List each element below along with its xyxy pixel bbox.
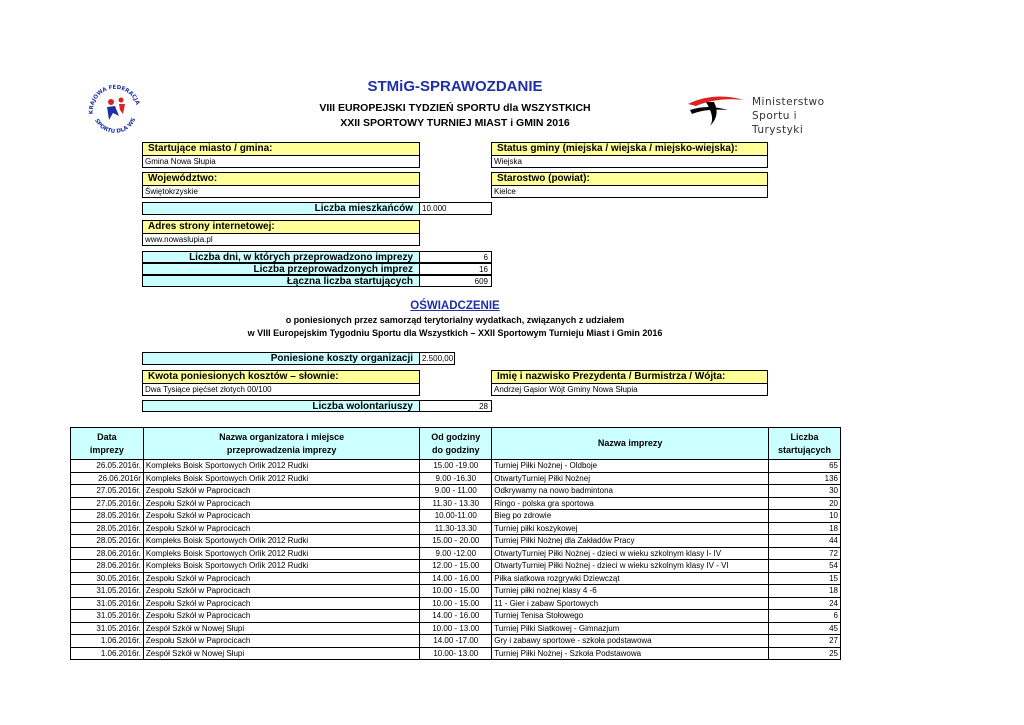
cell-event[interactable]: Odkrywamy na nowo badmintona	[492, 485, 769, 498]
cell-hours[interactable]: 15.00 -19.00	[420, 460, 492, 473]
cell-count[interactable]: 18	[769, 585, 841, 598]
cell-organizer[interactable]: Zespołu Szkół w Paprocicach	[143, 610, 419, 623]
table-row	[71, 610, 841, 623]
svg-text:SPORTU DLA WSZYSTKICH: SPORTU DLA WS	[93, 117, 138, 135]
table-row	[71, 647, 841, 660]
cell-date[interactable]: 28.05.2016r.	[71, 535, 144, 548]
subtitle-week: VIII EUROPEJSKI TYDZIEŃ SPORTU dla WSZYSTKICH	[319, 102, 591, 114]
costs-field[interactable]: 2.500,00	[419, 352, 455, 365]
col-organizer-header: Nazwa organizatora i miejsce przeprowadzenia imprezy	[143, 428, 419, 460]
events-field[interactable]: 16	[419, 263, 492, 275]
report-title: STMiG-SPRAWOZDANIE	[367, 78, 543, 95]
status-label: Status gminy (miejska / wiejska / miejsko-wiejska):	[491, 142, 768, 156]
table-row	[71, 560, 841, 573]
volunteers-field[interactable]: 28	[419, 400, 492, 412]
ministry-name-line2: Sportu i Turystyki	[752, 110, 804, 136]
cell-date[interactable]: 31.05.2016r.	[71, 597, 144, 610]
cell-date[interactable]: 28.06.2016r.	[71, 560, 144, 573]
population-label: Liczba mieszkańców	[142, 202, 420, 215]
cell-date[interactable]: 28.05.2016r.	[71, 522, 144, 535]
cell-event[interactable]: Turniej piłki nożnej klasy 4 -6	[492, 585, 769, 598]
svg-text:KRAJOWA FEDERACJA: KRAJOWA FEDERACJA	[88, 84, 141, 115]
cell-count[interactable]: 136	[769, 472, 841, 485]
cell-hours[interactable]: 9.00 -16.30	[420, 472, 492, 485]
cell-event[interactable]: Ringo - polska gra sportowa	[492, 497, 769, 510]
cell-count[interactable]: 44	[769, 535, 841, 548]
events-label: Liczba przeprowadzonych imprez	[142, 263, 420, 275]
cell-hours[interactable]: 15.00 - 20.00	[420, 535, 492, 548]
col-date-header: Data imprezy	[71, 428, 144, 460]
ministry-logo	[684, 92, 844, 136]
table-row	[71, 510, 841, 523]
cell-hours[interactable]: 14.00 - 16.00	[420, 610, 492, 623]
cell-hours[interactable]: 12.00 - 15.00	[420, 560, 492, 573]
participants-label: Łączna liczba startujących	[142, 275, 420, 287]
cell-count[interactable]: 45	[769, 622, 841, 635]
cell-hours[interactable]: 10.00-11.00	[420, 510, 492, 523]
cell-count[interactable]: 65	[769, 460, 841, 473]
days-label: Liczba dni, w których przeprowadzono imprezy	[142, 251, 420, 263]
cell-count[interactable]: 20	[769, 497, 841, 510]
cell-hours[interactable]: 9.00 - 11.00	[420, 485, 492, 498]
cell-organizer[interactable]: Zespołu Szkół w Paprocicach	[143, 485, 419, 498]
days-field[interactable]: 6	[419, 251, 492, 263]
cell-organizer[interactable]: Kompleks Boisk Sportowych Orlik 2012 Rudki	[143, 460, 419, 473]
participants-field[interactable]: 609	[419, 275, 492, 287]
cell-organizer[interactable]: Zespół Szkół w Nowej Słupi	[143, 622, 419, 635]
cell-count[interactable]: 15	[769, 572, 841, 585]
cell-hours[interactable]: 11.30 - 13.30	[420, 497, 492, 510]
table-row	[71, 572, 841, 585]
table-row	[71, 635, 841, 648]
cell-count[interactable]: 6	[769, 610, 841, 623]
subtitle-tournament: XXII SPORTOWY TURNIEJ MIAST i GMIN 2016	[340, 117, 570, 129]
cell-event[interactable]: Turniej Piłki Nożnej - Szkoła Podstawowa	[492, 647, 769, 660]
cell-event[interactable]: Turniej Tenisa Stołowego	[492, 610, 769, 623]
cell-hours[interactable]: 9.00 -12.00	[420, 547, 492, 560]
table-header-row	[71, 428, 841, 460]
cell-date[interactable]: 1.06.2016r.	[71, 647, 144, 660]
voivodeship-label: Województwo:	[142, 172, 420, 186]
cell-organizer[interactable]: Zespołu Szkół w Paprocicach	[143, 510, 419, 523]
costs-words-field[interactable]: Dwa Tysiące pięćset złotych 00/100	[142, 384, 420, 396]
cell-date[interactable]: 31.05.2016r.	[71, 622, 144, 635]
table-row	[71, 485, 841, 498]
cell-organizer[interactable]: Kompleks Boisk Sportowych Orlik 2012 Rudki	[143, 472, 419, 485]
volunteers-label: Liczba wolontariuszy	[142, 400, 420, 412]
voivodeship-field[interactable]: Świętokrzyskie	[142, 186, 420, 198]
cell-event[interactable]: 11 - Gier i zabaw Sportowych	[492, 597, 769, 610]
cell-date[interactable]: 28.06.2016r.	[71, 547, 144, 560]
table-row	[71, 522, 841, 535]
cell-count[interactable]: 27	[769, 635, 841, 648]
cell-organizer[interactable]: Zespołu Szkół w Paprocicach	[143, 497, 419, 510]
county-label: Starostwo (powiat):	[491, 172, 768, 186]
ministry-emblem-icon	[684, 92, 748, 128]
cell-organizer[interactable]: Zespołu Szkół w Paprocicach	[143, 572, 419, 585]
cell-date[interactable]: 26.05.2016r.	[71, 460, 144, 473]
cell-date[interactable]: 1.06.2016r.	[71, 635, 144, 648]
col-hours-header: Od godziny do godziny	[420, 428, 492, 460]
cell-organizer[interactable]: Kompleks Boisk Sportowych Orlik 2012 Rudki	[143, 547, 419, 560]
cell-organizer[interactable]: Zespołu Szkół w Paprocicach	[143, 597, 419, 610]
cell-organizer[interactable]: Zespół Szkół w Nowej Słupi	[143, 647, 419, 660]
ministry-name-line1: Ministerstwo	[752, 96, 825, 108]
cell-event[interactable]: Turniej piłki koszykowej	[492, 522, 769, 535]
cell-event[interactable]: Bieg po zdrowie	[492, 510, 769, 523]
cell-event[interactable]: OtwartyTurniej Piłki Nożnej	[492, 472, 769, 485]
cell-hours[interactable]: 10.00 - 15.00	[420, 585, 492, 598]
declaration-line2: w VIII Europejskim Tygodniu Sportu dla Wszystkich – XXII Sportowym Turnieju Miast i Gmin 2016	[247, 328, 663, 338]
declaration-title: OŚWIADCZENIE	[410, 300, 500, 312]
table-row	[71, 622, 841, 635]
city-field[interactable]: Gmina Nowa Słupia	[142, 156, 420, 168]
cell-organizer[interactable]: Kompleks Boisk Sportowych Orlik 2012 Rudki	[143, 535, 419, 548]
cell-organizer[interactable]: Zespołu Szkół w Paprocicach	[143, 522, 419, 535]
table-row	[71, 547, 841, 560]
cell-date[interactable]: 27.05.2016r.	[71, 497, 144, 510]
mayor-label: Imię i nazwisko Prezydenta / Burmistrza / Wójta:	[491, 370, 768, 384]
cell-hours[interactable]: 11.30-13.30	[420, 522, 492, 535]
cell-count[interactable]: 10	[769, 510, 841, 523]
table-row	[71, 460, 841, 473]
cell-count[interactable]: 72	[769, 547, 841, 560]
cell-date[interactable]: 27.05.2016r.	[71, 485, 144, 498]
website-label: Adres strony internetowej:	[142, 220, 420, 234]
cell-date[interactable]: 28.05.2016r.	[71, 510, 144, 523]
population-field[interactable]: 10.000	[419, 202, 492, 215]
table-row	[71, 597, 841, 610]
table-row	[71, 535, 841, 548]
cell-hours[interactable]: 10.00 - 13.00	[420, 622, 492, 635]
city-label: Startujące miasto / gmina:	[142, 142, 420, 156]
cell-event[interactable]: Turniej Piłki Siatkowej - Gimnazjum	[492, 622, 769, 635]
cell-hours[interactable]: 10.00- 13.00	[420, 647, 492, 660]
table-row	[71, 585, 841, 598]
cell-event[interactable]: OtwartyTurniej Piłki Nożnej - dzieci w wieku szkolnym klasy IV - VI	[492, 560, 769, 573]
col-count-header: Liczba startujących	[769, 428, 841, 460]
events-table	[70, 427, 841, 660]
table-row	[71, 472, 841, 485]
cell-date[interactable]: 26.06.2016r	[71, 472, 144, 485]
table-row	[71, 497, 841, 510]
website-field[interactable]: www.nowaslupia.pl	[142, 234, 420, 246]
cell-count[interactable]: 24	[769, 597, 841, 610]
mayor-field[interactable]: Andrzej Gąsior Wójt Gminy Nowa Słupia	[491, 384, 768, 396]
cell-hours[interactable]: 10.00 - 15.00	[420, 597, 492, 610]
cell-date[interactable]: 31.05.2016r.	[71, 610, 144, 623]
costs-label: Poniesione koszty organizacji	[142, 352, 420, 365]
cell-organizer[interactable]: Zespołu Szkół w Paprocicach	[143, 585, 419, 598]
county-field[interactable]: Kielce	[491, 186, 768, 198]
status-field[interactable]: Wiejska	[491, 156, 768, 168]
cell-event[interactable]: OtwartyTurniej Piłki Nożnej - dzieci w wieku szkolnym klasy I- IV	[492, 547, 769, 560]
costs-words-label: Kwota poniesionych kosztów – słownie:	[142, 370, 420, 384]
cell-organizer[interactable]: Kompleks Boisk Sportowych Orlik 2012 Rudki	[143, 560, 419, 573]
cell-count[interactable]: 54	[769, 560, 841, 573]
cell-hours[interactable]: 14.00 - 16.00	[420, 572, 492, 585]
cell-event[interactable]: Turniej Piłki Nożnej dla Zakładów Pracy	[492, 535, 769, 548]
cell-count[interactable]: 18	[769, 522, 841, 535]
col-event-header: Nazwa imprezy	[492, 428, 769, 460]
cell-date[interactable]: 30.05.2016r.	[71, 572, 144, 585]
cell-event[interactable]: Gry i zabawy sportowe - szkoła podstawowa	[492, 635, 769, 648]
cell-event[interactable]: Turniej Piłki Nożnej - Oldboje	[492, 460, 769, 473]
declaration-line1: o poniesionych przez samorząd terytorialny wydatkach, związanych z udziałem	[285, 315, 625, 325]
cell-organizer[interactable]: Zespołu Szkół w Paprocicach	[143, 635, 419, 648]
cell-hours[interactable]: 14.00 -17.00	[420, 635, 492, 648]
cell-count[interactable]: 30	[769, 485, 841, 498]
cell-event[interactable]: Piłka siatkowa rozgrywki Dziewcząt	[492, 572, 769, 585]
cell-date[interactable]: 31.05.2016r.	[71, 585, 144, 598]
cell-count[interactable]: 25	[769, 647, 841, 660]
